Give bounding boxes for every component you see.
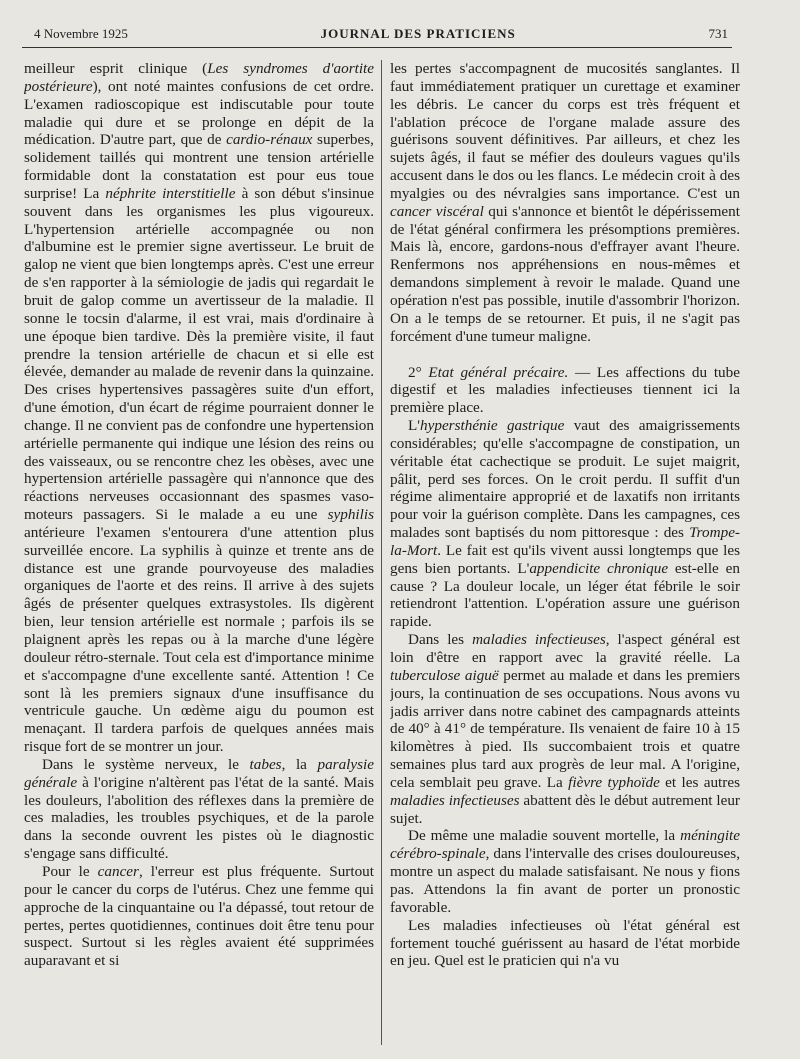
text-run: superbes, solidement taillés qui montrent une tension artérielle formidable dont la constatation est pour eus toue surprise! La bbox=[24, 131, 374, 202]
text-run: ), ont noté maintes confusions de cet ordre. L'examen radioscopique est indiscutable pour toute maladie qui dure et se prolonge en dépit de la médication. D'autre part, que de bbox=[24, 77, 374, 149]
text-run: est-elle en cause ? La douleur locale, un léger état fébrile le soir retiendront l'attention. L'opération assure une guérison rapide. bbox=[390, 559, 740, 631]
italic-term: paralysie générale bbox=[24, 755, 374, 791]
journal-title: JOURNAL DES PRATICIENS bbox=[320, 26, 516, 41]
paragraph bbox=[390, 827, 740, 916]
text-run: , la bbox=[281, 755, 318, 773]
header-date: 4 Novembre 1925 bbox=[34, 26, 128, 41]
italic-term: Etat général précaire. bbox=[428, 363, 569, 381]
italic-term: cardio-rénaux bbox=[226, 131, 313, 149]
text-run: Pour le bbox=[42, 862, 98, 880]
italic-term: syphilis bbox=[327, 506, 374, 524]
italic-term: cancer viscéral bbox=[390, 202, 484, 220]
italic-term: hypersthénie gastrique bbox=[420, 417, 565, 435]
paragraph bbox=[390, 364, 740, 418]
paragraph bbox=[390, 60, 740, 346]
text-run: à son début s'insinue souvent dans les organismes les plus vigoureux. L'hypertension artérielle accompagnée ou non d'albumine est le premier signe avertisseur. Le bruit de galop ne vient que bien longtemps après. C'est une erreur de s'en rapporter à la sémiologie de jadis qui regardait le bruit de galop comme un avertisseur de la maladie. Il sonne le tocsin d'alarme, il est vrai, mais d'ordinaire à une époque bien tardive. Dès la première visite, il faut prendre la tension artérielle de chacun et si elle est élevée, demander au malade de revenir dans la quinzaine. Des crises hypertensives passagères suite d'un effort, d'une émotion, d'un écart de régime pourraient donner le change. Il ne convient pas de confondre une hypertension artérielle permanente qui indique une lésion des reins ou des vaisseaux, ou se rencontre chez les obèses, avec une hypertension artérielle passagère qui n'annonce que des réactions nerveuses occasionnant des spasmes vaso-moteurs passagers. Si le malade a eu une bbox=[24, 184, 374, 524]
paragraph bbox=[390, 917, 740, 971]
italic-term: Les syndromes d'aortite postérieure bbox=[24, 60, 374, 95]
italic-term: maladies infectieuses bbox=[472, 631, 606, 649]
italic-term: tuberculose aiguë bbox=[390, 666, 499, 684]
paragraph bbox=[390, 631, 740, 827]
italic-term: tabes bbox=[249, 755, 282, 773]
text-run: . Le fait est qu'ils vivent aussi longtemps que les gens bien portants. L' bbox=[390, 541, 740, 577]
text-run: 2° bbox=[408, 363, 429, 381]
text-run: Les maladies infectieuses où l'état général est fortement touché guérissent au hasard de l'état morbide en jeu. Quel est le praticien qui n'a vu bbox=[390, 916, 740, 970]
column-divider bbox=[381, 60, 382, 1045]
text-run: , dans l'intervalle des crises douloureuses, montre un aspect du malade satisfaisant. Ne nous y fions pas. Attendons la fin avant de porter un pronostic favorable. bbox=[390, 845, 740, 916]
text-run: vaut des amaigrissements considérables; qu'elle s'accompagne de constipation, un véritable état cachectique se produit. Le sujet maigrit, pâlit, perd ses forces. On le croit perdu. Il suffit d'un régime alimentaire approprié et de laxatifs non irritants pour voir la guérison complète. Dans les campagnes, ces malades sont baptisés du nom pittoresque : des bbox=[390, 417, 740, 542]
text-run: meilleur esprit clinique ( bbox=[24, 60, 208, 77]
text-run: abattent dès le début autrement leur sujet. bbox=[390, 791, 740, 827]
paragraph bbox=[24, 863, 374, 970]
right-column bbox=[390, 60, 740, 1050]
paragraph bbox=[390, 417, 740, 631]
text-run: antérieure l'examen s'entourera d'une attention plus surveillée encore. La syphilis à quinze et trente ans de distance est une grande pourvoyeuse des maladies organiques de l'aorte et des reins. Il arrive à des sujets âgés de présenter quelques extrasystoles. Ils digèrent bien, leur tension artérielle est normale ; parfois ils se plaignent après les repas ou à la marche d'une légère douleur rétro-sternale. Tout cela est d'importance minime et s'accompagne d'une excellente santé. Attention ! Ce sont là les premiers signaux d'une insuffisance du ventricule gauche. Un œdème aigu du poumon est menaçant. Il tardera parfois de quelques années mais risque fort de se montrer un jour. bbox=[24, 523, 374, 756]
italic-term: appendicite chronique bbox=[529, 559, 669, 577]
text-run: — Les affections du tube digestif et les maladies infectieuses tiennent ici la première place. bbox=[390, 363, 740, 417]
text-run: Dans les bbox=[408, 631, 473, 649]
italic-term: néphrite interstitielle bbox=[105, 184, 236, 202]
italic-term: fièvre typhoïde bbox=[568, 773, 660, 791]
text-run: permet au malade et dans les premiers jours, la continuation de ses occupations. Nous avons vu jadis arriver dans notre cabinet des campagnards atteints de 40° à 41° de température. Ils venaient de faire 10 à 15 kilomètres à pied. Ils succombaient trois et quatre semaines plus tard aux progrès de leur mal. A l'origine, cela semblait peu grave. La bbox=[390, 666, 740, 791]
text-run: Dans le système nerveux, le bbox=[42, 755, 250, 773]
italic-term: maladies infectieuses bbox=[390, 791, 520, 809]
text-run: De même une maladie souvent mortelle, la bbox=[408, 827, 681, 845]
italic-term: méningite cérébro-spinale bbox=[390, 827, 740, 863]
text-run: les pertes s'accompagnent de mucosités sanglantes. Il faut immédiatement pratiquer un curettage et examiner les débris. Le cancer du corps est très fréquent et l'ablation précoce de l'organe malade assure des guérisons souvent définitives. Par ailleurs, et chez les sujets âgés, il faut se méfier des douleurs vagues qu'ils accusent dans le dos ou les flancs. Le médecin croit à des myalgies ou des névralgies sans importance. C'est un bbox=[390, 60, 740, 202]
running-header bbox=[34, 26, 728, 46]
italic-term: cancer bbox=[97, 862, 139, 880]
text-run: , l'erreur est plus fréquente. Surtout pour le cancer du corps de l'utérus. Chez une femme qui approche de la cinquantaine ou l'a dépassé, tout retour de pertes, pertes quotidiennes, continues doit être tenu pour suspect. Surtout si les règles avaient été supprimées auparavant et si bbox=[24, 862, 374, 970]
paragraph bbox=[24, 756, 374, 863]
left-column bbox=[24, 60, 374, 1050]
text-run: qui s'annonce et bientôt le dépérissement de l'état général confirmera les présomptions premières. Mais là, encore, gardons-nous d'effrayer avant l'heure. Renfermons nos appréhensions en nous-mêmes et demandons simplement à revoir le malade. Quand une opération n'est pas possible, inutile d'assombrir l'horizon. On a le temps de se retourner. Et puis, il ne s'agit pas forcément d'une tumeur maligne. bbox=[390, 202, 740, 345]
header-rule bbox=[22, 47, 732, 48]
paragraph bbox=[24, 60, 374, 756]
text-run: L' bbox=[408, 417, 421, 435]
text-run: à l'origine n'altèrent pas l'état de la santé. Mais les douleurs, l'abolition des réflexes dans la première de ces maladies, les troubles psychiques, et de la parole dans la seconde ouvrent les pistes où le diagnostic s'engage sans difficulté. bbox=[24, 773, 374, 863]
text-run: , l'aspect général est loin d'être en rapport avec la gravité réelle. La bbox=[390, 631, 740, 666]
page-number: 731 bbox=[708, 26, 728, 41]
italic-term: Trompe-la-Mort bbox=[390, 524, 740, 559]
text-run: et les autres bbox=[659, 773, 740, 791]
